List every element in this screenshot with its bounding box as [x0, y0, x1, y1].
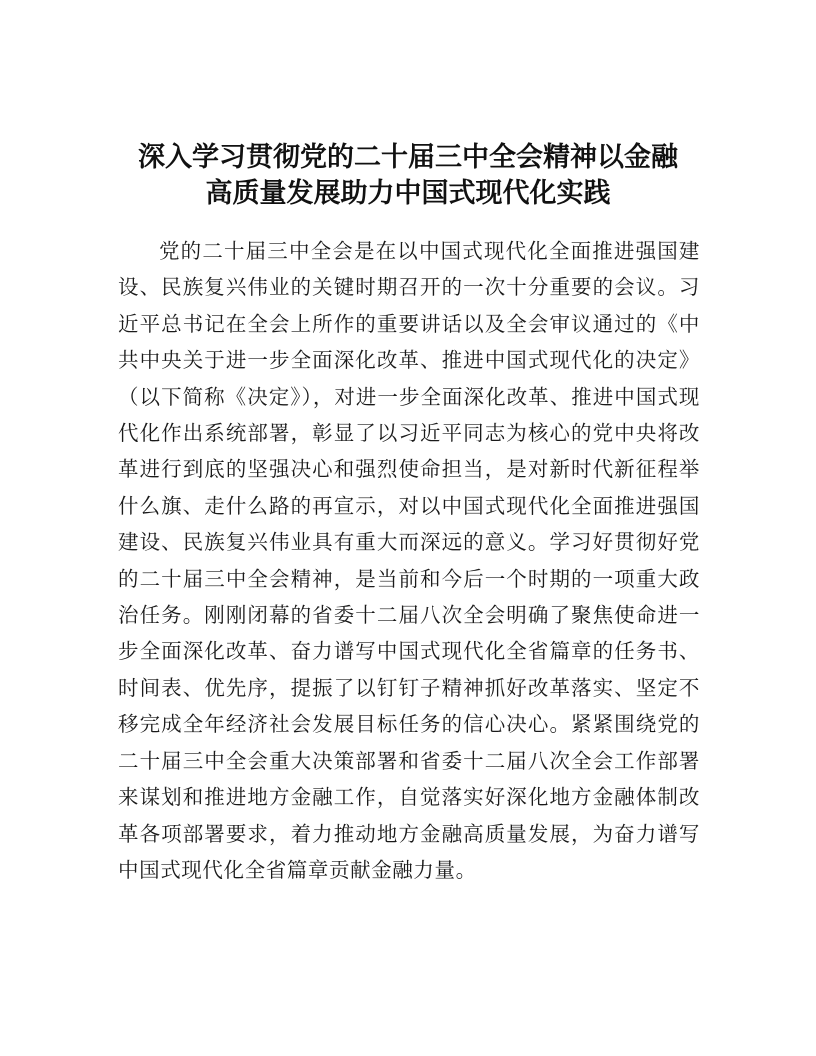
document-title-line-2: 高质量发展助力中国式现代化实践 — [205, 178, 611, 209]
body-paragraph: 党的二十届三中全会是在以中国式现代化全面推进强国建设、民族复兴伟业的关键时期召开的一次十分重要的会议。习近平总书记在全会上所作的重要讲话以及全会审议通过的《中共中央关于进一步全面深化改革、推进中国式现代化的决定》（以下简称《决定》），对进一步全面深化改革、推进中国式现代化作出系统部署，彰显了以习近平同志为核心的党中央将改革进行到底的坚强决心和强烈使命担当，是对新时代新征程举什么旗、走什么路的再宣示，对以中国式现代化全面推进强国建设、民族复兴伟业具有重大而深远的意义。学习好贯彻好党的二十届三中全会精神，是当前和今后一个时期的一项重大政治任务。刚刚闭幕的省委十二届八次全会明确了聚焦使命进一步全面深化改革、奋力谱写中国式现代化全省篇章的任务书、时间表、优先序，提振了以钉钉子精神抓好改革落实、坚定不移完成全年经济社会发展目标任务的信心决心。紧紧围绕党的二十届三中全会重大决策部署和省委十二届八次全会工作部署来谋划和推进地方金融工作，自觉落实好深化地方金融体制改革各项部署要求，着力推动地方金融高质量发展，为奋力谱写中国式现代化全省篇章贡献金融力量。 — [118, 239, 700, 882]
document-title-line-1: 深入学习贯彻党的二十届三中全会精神以金融 — [138, 142, 678, 173]
document-title — [100, 140, 716, 212]
